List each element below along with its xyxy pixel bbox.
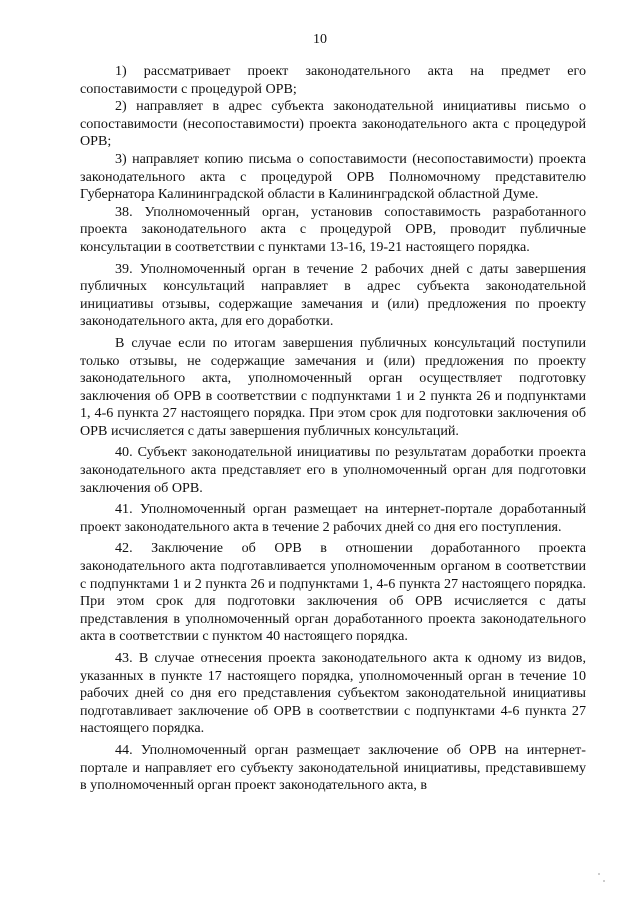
paragraph-3: 3) направляет копию письма о сопоставимости (несопоставимости) проекта законодательного акта с процедурой ОРВ Полномочному представителю Губернатора Калининградской области в Калининградской областной Думе. xyxy=(80,150,586,203)
paragraph-44: 44. Уполномоченный орган размещает заключение об ОРВ на интернет-портале и направляет его субъекту законодательной инициативы, представившему в уполномоченный орган проект законодательного акта, в xyxy=(80,741,586,794)
paragraph-39: 39. Уполномоченный орган в течение 2 рабочих дней с даты завершения публичных консультаций направляет в адрес субъекта законодательной инициативы отзывы, содержащие замечания и (или) предложения по проекту законодательного акта, для его доработки. xyxy=(80,260,586,330)
scan-speck xyxy=(598,873,600,875)
paragraph-39-continuation: В случае если по итогам завершения публичных консультаций поступили только отзывы, не содержащие замечания и (или) предложения по проекту законодательного акта, уполномоченный орган осуществляет подготовку заключения об ОРВ в соответствии с подпунктами 1 и 2 пункта 26 и подпунктами 1, 4-6 пункта 27 настоящего порядка. При этом срок для подготовки заключения об ОРВ исчисляется с даты завершения публичных консультаций. xyxy=(80,334,586,439)
paragraph-38: 38. Уполномоченный орган, установив сопоставимость разработанного проекта законодательного акта с процедурой ОРВ, проводит публичные консультации в соответствии с пунктами 13-16, 19-21 настоящего порядка. xyxy=(80,203,586,255)
page-number: 10 xyxy=(313,32,327,47)
paragraph-43: 43. В случае отнесения проекта законодательного акта к одному из видов, указанных в пункте 17 настоящего порядка, уполномоченный орган в течение 10 рабочих дней со дня его представления субъектом законодательной инициативы подготавливает заключение об ОРВ в соответствии с подпунктами 4-6 пункта 27 настоящего порядка. xyxy=(80,650,586,737)
paragraph-40: 40. Субъект законодательной инициативы по результатам доработки проекта законодательного акта представляет его в уполномоченный орган для подготовки заключения об ОРВ. xyxy=(80,444,586,496)
paragraph-1: 1) рассматривает проект законодательного акта на предмет его сопоставимости с процедурой ОРВ; xyxy=(80,63,586,97)
paragraph-41: 41. Уполномоченный орган размещает на интернет-портале доработанный проект законодательного акта в течение 2 рабочих дней со дня его поступления. xyxy=(80,501,586,535)
paragraph-2: 2) направляет в адрес субъекта законодательной инициативы письмо о сопоставимости (несопоставимости) проекта законодательного акта с процедурой ОРВ; xyxy=(80,98,586,150)
document-body xyxy=(80,63,586,795)
paragraph-42: 42. Заключение об ОРВ в отношении доработанного проекта законодательного акта подготавливается уполномоченным органом в соответствии с подпунктами 1 и 2 пункта 26 и подпунктами 1, 4-6 пункта 27 настоящего порядка. При этом срок для подготовки заключения об ОРВ исчисляется с даты представления в уполномоченный орган доработанного проекта законодательного акта в соответствии с пунктом 40 настоящего порядка. xyxy=(80,540,586,645)
scan-speck xyxy=(603,880,605,882)
